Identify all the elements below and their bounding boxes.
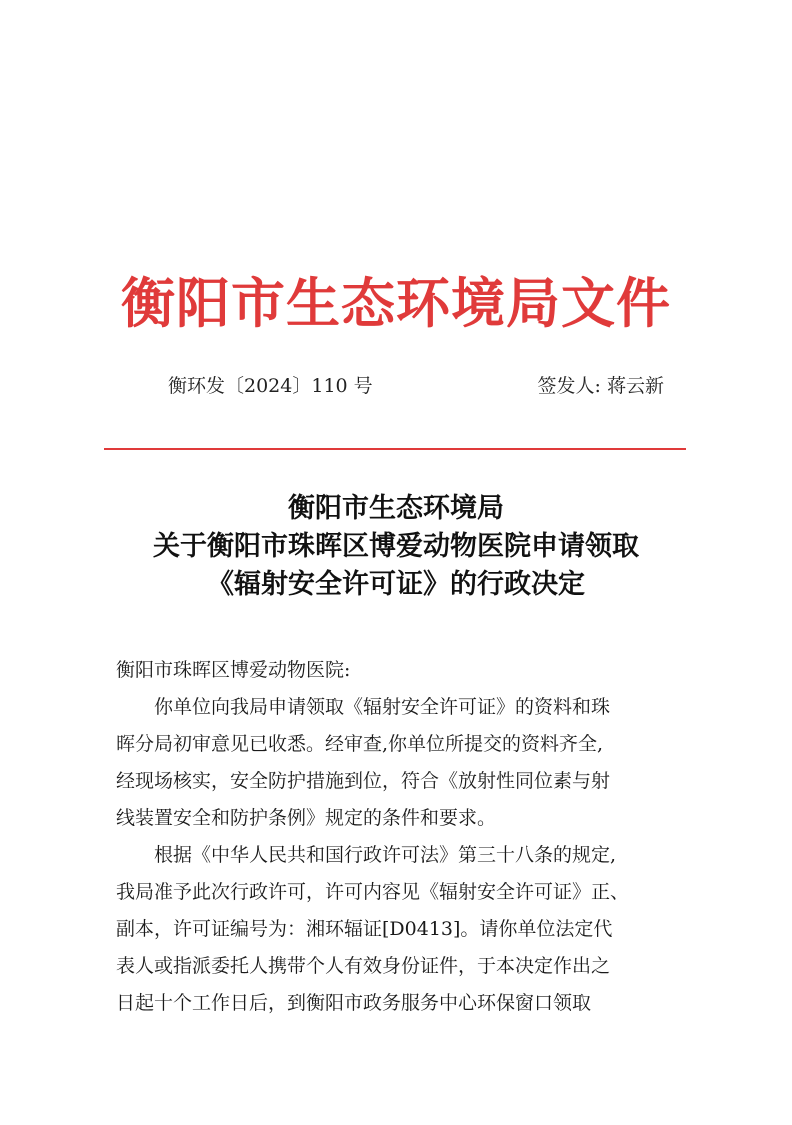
- signer: 签发人: 蒋云新: [537, 375, 664, 397]
- body-line: 经现场核实，安全防护措施到位，符合《放射性同位素与射: [116, 770, 611, 792]
- body-line: 日起十个工作日后，到衡阳市政务服务中心环保窗口领取: [116, 992, 592, 1014]
- body-line: 我局准予此次行政许可，许可内容见《辐射安全许可证》正、: [116, 881, 630, 903]
- decision-title: [90, 490, 702, 604]
- body-line: 表人或指派委托人携带个人有效身份证件，于本决定作出之: [116, 955, 611, 977]
- salutation: 衡阳市珠晖区博爱动物医院:: [116, 659, 351, 681]
- decision-title-line-2: 关于衡阳市珠晖区博爱动物医院申请领取: [153, 531, 639, 562]
- decision-title-line-1: 衡阳市生态环境局: [288, 493, 504, 524]
- decision-title-line-3: 《辐射安全许可证》的行政决定: [207, 569, 585, 600]
- document-meta-row: [104, 372, 684, 400]
- red-header-title: 衡阳市生态环境局文件: [121, 271, 671, 335]
- red-divider-line: [104, 448, 686, 450]
- body-line: 根据《中华人民共和国行政许可法》第三十八条的规定,: [116, 844, 617, 866]
- body-text: [116, 652, 676, 1022]
- document-number: 衡环发〔2024〕110 号: [168, 375, 373, 397]
- body-line: 晖分局初审意见已收悉。经审查,你单位所提交的资料齐全,: [116, 733, 604, 755]
- body-line: 你单位向我局申请领取《辐射安全许可证》的资料和珠: [116, 696, 611, 718]
- body-line: 副本，许可证编号为：湘环辐证[D0413]。请你单位法定代: [116, 918, 613, 940]
- body-line: 线装置安全和防护条例》规定的条件和要求。: [116, 807, 497, 829]
